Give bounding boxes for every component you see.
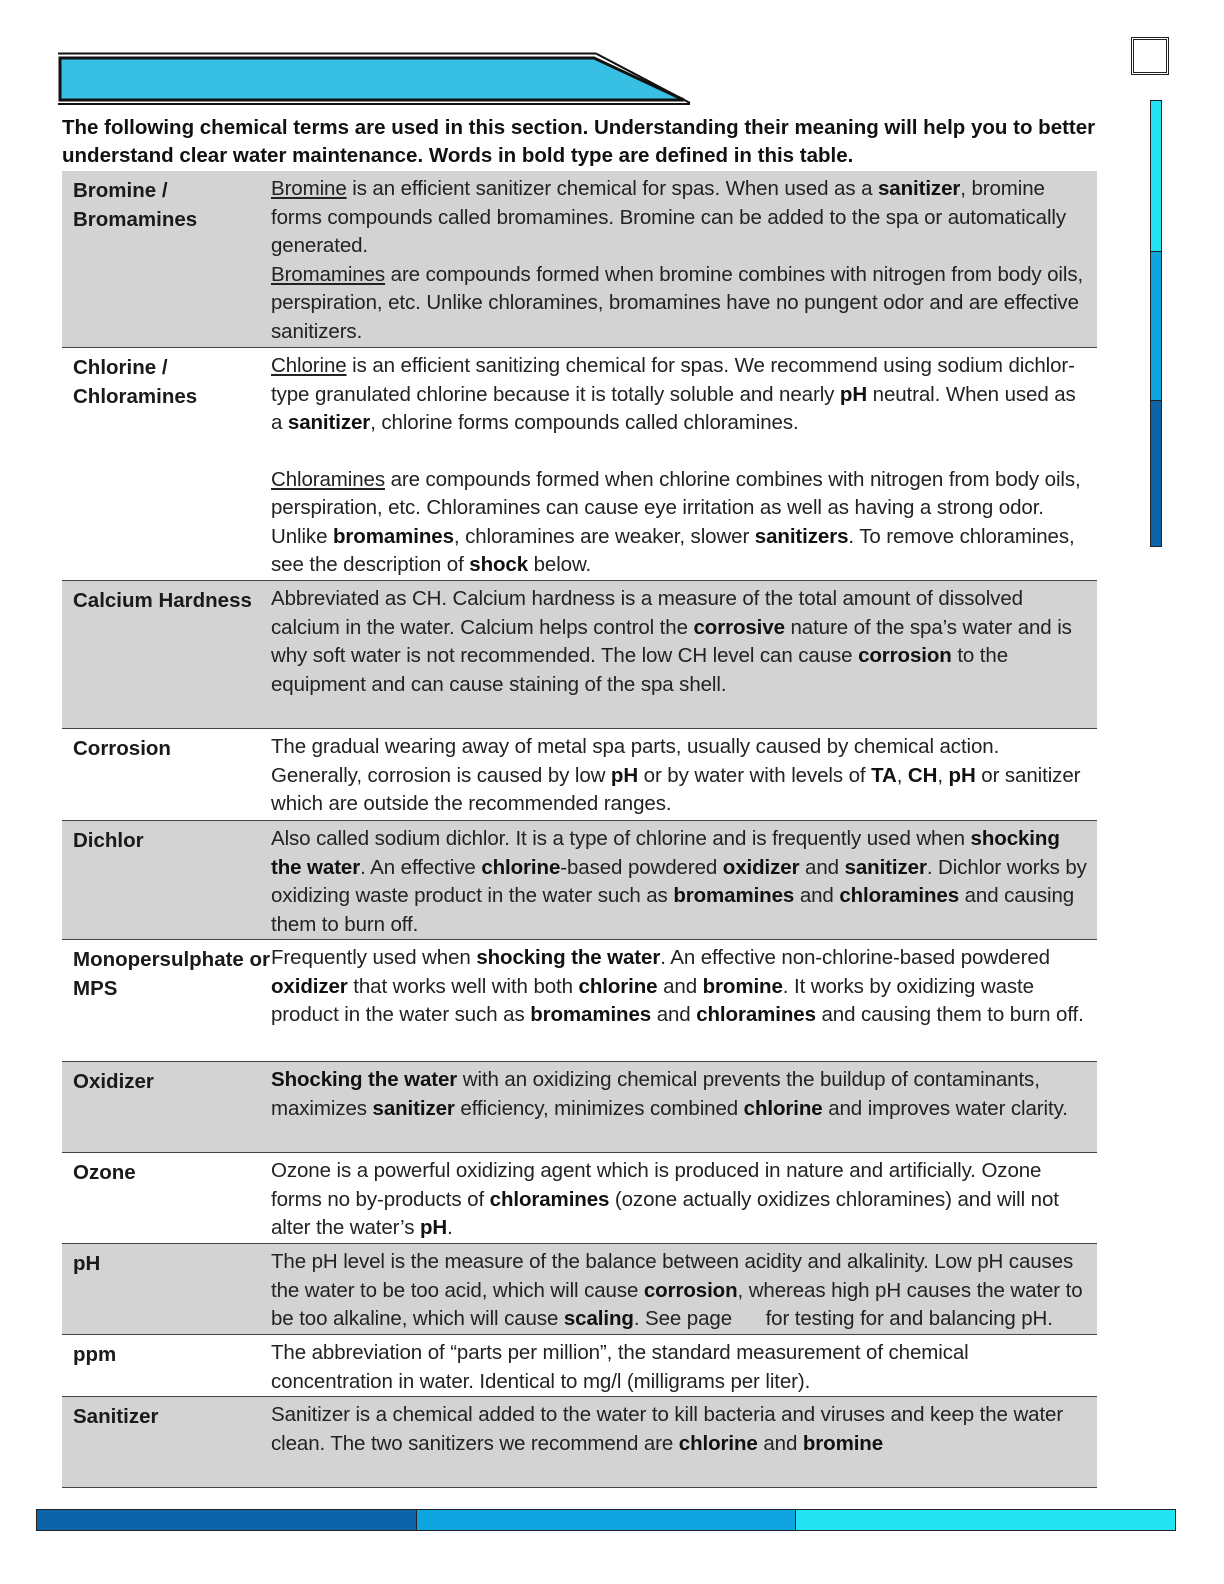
- term-definition: Ozone is a powerful oxidizing agent which is produced in nature and artificially. Ozone forms no by-products of chloramines (ozone actually oxidizes chloramines) and will not alter the water’s pH.: [271, 1159, 1059, 1239]
- term-definition: The abbreviation of “parts per million”, the standard measurement of chemical concentration in water. Identical to mg/l (milligrams per liter).: [271, 1341, 969, 1393]
- term-label: Oxidizer: [73, 1070, 154, 1093]
- term-label: Sanitizer: [73, 1405, 159, 1428]
- glossary-row-bromine: [62, 171, 1097, 348]
- term-definition: Also called sodium dichlor. It is a type of chlorine and is frequently used when shocking the water. An effective chlorine-based powdered oxidizer and sanitizer. Dichlor works by oxidizing waste product in the water such as bromamines and chloramines and causing them to burn off.: [271, 827, 1087, 936]
- glossary-row-mps: [62, 940, 1097, 1062]
- term-definition: Sanitizer is a chemical added to the water to kill bacteria and viruses and keep the water clean. The two sanitizers we recommend are chlorine and bromine: [271, 1403, 1064, 1455]
- footer-color-bar: [36, 1509, 1176, 1531]
- term-label: Ozone: [73, 1161, 136, 1184]
- term-label: Monopersulphate or MPS: [73, 948, 271, 1000]
- term-definition: Shocking the water with an oxidizing chemical prevents the buildup of contaminants, maximizes sanitizer efficiency, minimizes combined chlorine and improves water clarity.: [271, 1068, 1068, 1120]
- term-label: ppm: [73, 1343, 117, 1366]
- term-definition: Bromine is an efficient sanitizer chemical for spas. When used as a sanitizer, bromine forms compounds called bromamines. Bromine can be added to the spa or automatically generated. Bromamines are compounds formed when bromine combines with nitrogen from body oils, perspiration, etc. Unlike chloramines, bromamines have no pungent odor and are effective sanitizers.: [271, 177, 1084, 343]
- glossary-row-ph: [62, 1244, 1097, 1335]
- term-label: Corrosion: [73, 737, 171, 760]
- glossary-row-corrosion: [62, 729, 1097, 821]
- glossary-row-ozone: [62, 1153, 1097, 1244]
- term-definition: The gradual wearing away of metal spa parts, usually caused by chemical action. Generally, corrosion is caused by low pH or by water with levels of TA, CH, pH or sanitizer which are outside the recommended ranges.: [271, 735, 1081, 815]
- glossary-row-chlorine: [62, 348, 1097, 581]
- glossary-table: [62, 171, 1097, 1488]
- term-label: pH: [73, 1252, 101, 1275]
- header-banner: [58, 52, 698, 106]
- side-color-bar: [1150, 100, 1162, 547]
- term-definition: Abbreviated as CH. Calcium hardness is a measure of the total amount of dissolved calcium in the water. Calcium helps control the corrosive nature of the spa’s water and is why soft water is not recommended. The low CH level can cause corrosion to the equipment and can cause staining of the spa shell.: [271, 587, 1072, 696]
- glossary-row-sanitizer: [62, 1397, 1097, 1488]
- glossary-row-ppm: [62, 1335, 1097, 1397]
- term-label: Calcium Hardness: [73, 589, 252, 612]
- term-label: Dichlor: [73, 829, 144, 852]
- term-label: Bromine / Bromamines: [73, 179, 198, 231]
- glossary-row-calcium-hardness: [62, 581, 1097, 729]
- term-label: Chlorine / Chloramines: [73, 356, 198, 408]
- glossary-row-oxidizer: [62, 1062, 1097, 1153]
- intro-text: The following chemical terms are used in this section. Understanding their meaning will help you to better understand clear water maintenance. Words in bold type are defined in this table.: [62, 116, 1096, 167]
- term-definition: Chlorine is an efficient sanitizing chemical for spas. We recommend using sodium dichlor-type granulated chlorine because it is totally soluble and nearly pH neutral. When used as a sanitizer, chlorine forms compounds called chloramines. Chloramines are compounds formed when chlorine combines with nitrogen from body oils, perspiration, etc. Chloramines can cause eye irritation as well as having a strong odor. Unlike bromamines, chloramines are weaker, slower sanitizers. To remove chloramines, see the description of shock below.: [271, 354, 1081, 576]
- term-definition: Frequently used when shocking the water. An effective non-chlorine-based powdered oxidizer that works well with both chlorine and bromine. It works by oxidizing waste product in the water such as bromamines and chloramines and causing them to burn off.: [271, 946, 1084, 1026]
- term-definition: The pH level is the measure of the balance between acidity and alkalinity. Low pH causes the water to be too acid, which will cause corrosion, whereas high pH causes the water to be too alkaline, which will cause scaling. See page for testing for and balancing pH.: [271, 1250, 1083, 1330]
- page-number-box: [1131, 37, 1169, 75]
- glossary-row-dichlor: [62, 821, 1097, 940]
